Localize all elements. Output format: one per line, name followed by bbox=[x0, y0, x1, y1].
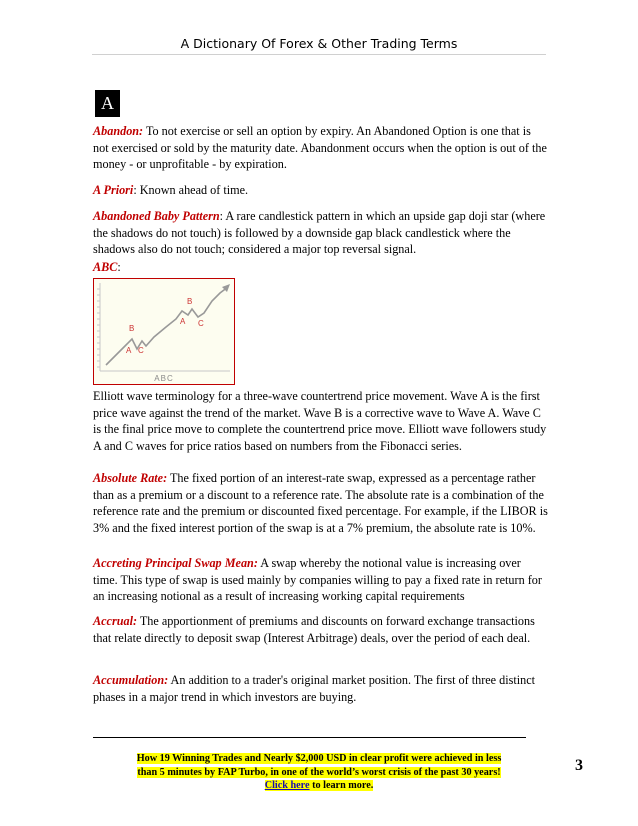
entry-abandon bbox=[93, 123, 548, 173]
footer-divider bbox=[93, 737, 526, 738]
entry-term: Accumulation: bbox=[93, 673, 169, 687]
entry-term: Accrual: bbox=[93, 614, 138, 628]
entry-term: Accreting Principal Swap Mean: bbox=[93, 556, 258, 570]
wave-label-b-2: B bbox=[187, 297, 193, 306]
section-letter-badge: A bbox=[95, 90, 120, 117]
entry-accreting-principal-swap bbox=[93, 555, 548, 605]
entry-term: Abandon: bbox=[93, 124, 144, 138]
abc-wave-chart bbox=[93, 278, 235, 385]
entry-definition: Elliott wave terminology for a three-wave countertrend price movement. Wave A is the first price wave against the trend of the market. Wave B is a corrective wave to Wave A. Wave C is the final price move to complete the countertrend price move. Elliott wave followers study A and C waves for price ratios based on numbers from the Fibonacci series. bbox=[93, 389, 547, 453]
entry-definition: : bbox=[117, 260, 121, 274]
promo-click-here-link[interactable]: Click here bbox=[264, 780, 310, 791]
chart-caption: ABC bbox=[154, 374, 174, 383]
page-number: 3 bbox=[575, 757, 583, 774]
entry-abandoned-baby-pattern bbox=[93, 208, 548, 258]
entry-definition: A swap whereby the notional value is increasing over time. This type of swap is used mainly by companies willing to pay a fixed rate in return for an increasing notional as a result of increasing working capital requirements bbox=[93, 556, 542, 603]
promo-line-2: than 5 minutes by FAP Turbo, in one of the world’s worst crisis of the past 30 years! bbox=[137, 766, 501, 778]
entry-absolute-rate bbox=[93, 470, 548, 536]
wave-label-c-2: C bbox=[198, 319, 204, 328]
entry-term: Abandoned Baby Pattern bbox=[93, 209, 220, 223]
entry-definition: To not exercise or sell an option by expiry. An Abandoned Option is one that is not exercised or sold by the maturity date. Abandonment occurs when the option is out of the money - or unprofitable - by expiration. bbox=[93, 124, 547, 171]
wave-label-c-1: C bbox=[138, 346, 144, 355]
promo-line-1: How 19 Winning Trades and Nearly $2,000 USD in clear profit were achieved in less bbox=[136, 753, 502, 764]
promo-tail: to learn more. bbox=[309, 780, 374, 791]
entry-abc bbox=[93, 259, 548, 276]
entry-definition: The fixed portion of an interest-rate swap, expressed as a percentage rather than as a premium or a discount to a reference rate. The absolute rate is a combination of the reference rate and the premium or discounted fixed percentage. For example, if the LIBOR is 3% and the fixed interest portion of the swap is at a 7% premium, the absolute rate is 10%. bbox=[93, 471, 548, 535]
entry-definition: : A rare candlestick pattern in which an upside gap doji star (where the shadows do not touch) is followed by a downside gap black candlestick where the shadows also do not touch; considered a major top reversal signal. bbox=[93, 209, 546, 256]
page-header-title: A Dictionary Of Forex & Other Trading Terms bbox=[180, 36, 458, 51]
abc-wave-svg bbox=[94, 279, 234, 384]
promo-banner bbox=[120, 752, 518, 793]
entry-accumulation bbox=[93, 672, 548, 705]
entry-term: ABC bbox=[93, 260, 118, 274]
entry-abc-definition bbox=[93, 388, 548, 454]
wave-label-b-1: B bbox=[129, 324, 135, 333]
entry-definition: : Known ahead of time. bbox=[133, 183, 249, 197]
entry-accrual bbox=[93, 613, 548, 646]
header-divider bbox=[92, 54, 546, 55]
entry-term: Absolute Rate: bbox=[93, 471, 168, 485]
entry-definition: An addition to a trader's original market position. The first of three distinct phases in a major trend in which investors are buying. bbox=[93, 673, 536, 704]
entry-a-priori bbox=[93, 182, 548, 199]
entry-definition: The apportionment of premiums and discounts on forward exchange transactions that relate directly to deposit swap (Interest Arbitrage) deals, over the period of each deal. bbox=[93, 614, 535, 645]
entry-term: A Priori bbox=[93, 183, 134, 197]
wave-label-a-2: A bbox=[180, 317, 186, 326]
wave-label-a-1: A bbox=[126, 346, 132, 355]
